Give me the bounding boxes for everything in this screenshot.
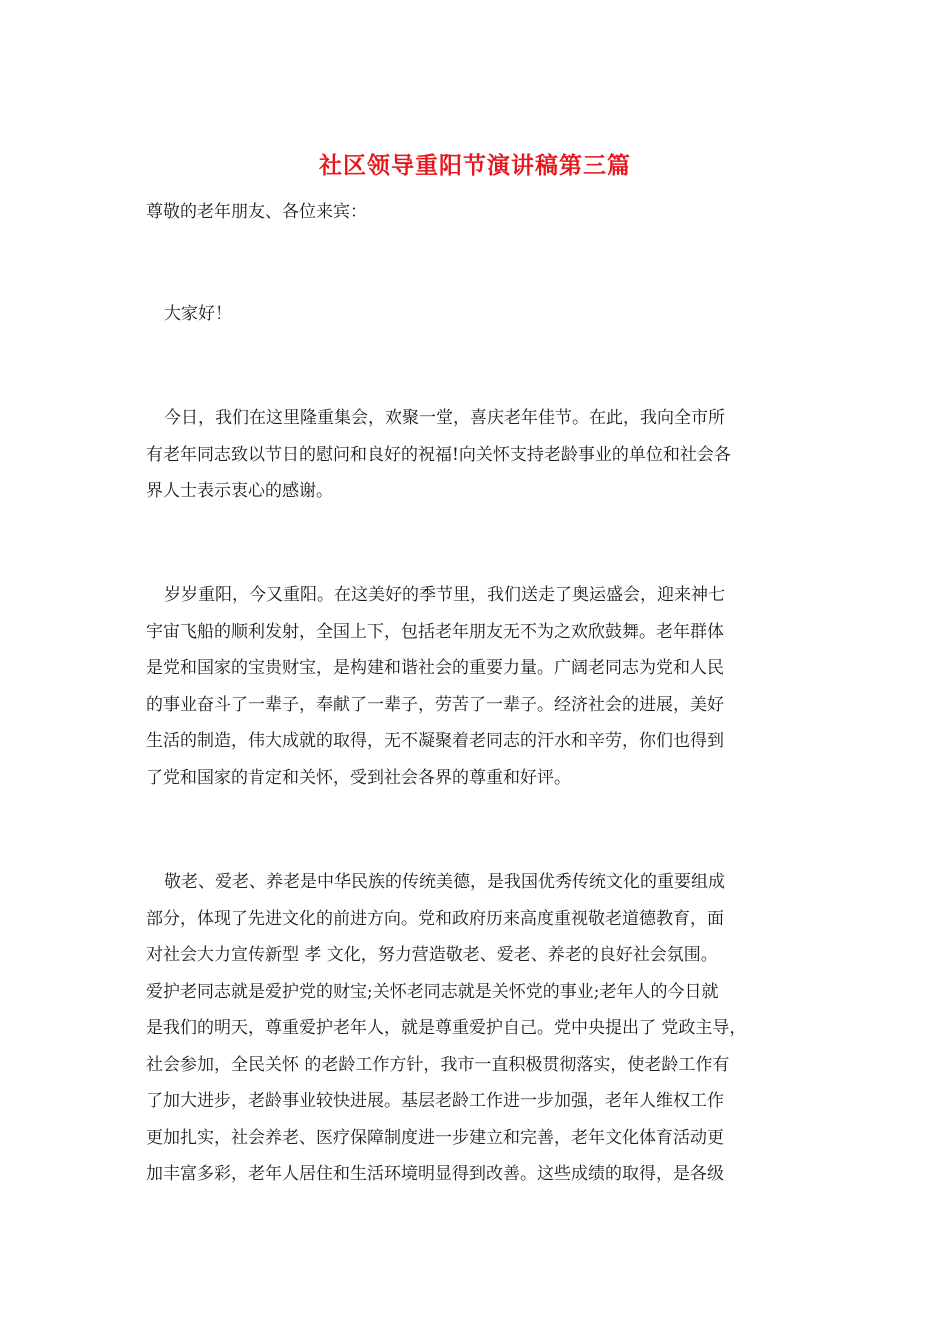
document-title: 社区领导重阳节演讲稿第三篇	[319, 152, 631, 179]
paragraph-line: 岁岁重阳，今又重阳。在这美好的季节里，我们送走了奥运盛会，迎来神七	[164, 585, 725, 605]
paragraph-3	[146, 864, 816, 1193]
salutation	[146, 194, 816, 231]
paragraph-line: 有老年同志致以节日的慰问和良好的祝福!向关怀支持老龄事业的单位和社会各	[146, 444, 731, 465]
paragraph-line: 今日，我们在这里隆重集会，欢聚一堂，喜庆老年佳节。在此，我向全市所	[164, 408, 725, 428]
paragraph-2	[146, 577, 816, 796]
paragraph-line: 了加大进步，老龄事业较快进展。基层老龄工作进一步加强，老年人维权工作	[146, 1091, 724, 1111]
paragraph-line: 宇宙飞船的顺利发射，全国上下，包括老年朋友无不为之欢欣鼓舞。老年群体	[146, 621, 724, 642]
paragraph-line: 敬老、爱老、养老是中华民族的传统美德，是我国优秀传统文化的重要组成	[164, 872, 725, 892]
paragraph-line: 部分，体现了先进文化的前进方向。党和政府历来高度重视敬老道德教育，面	[146, 908, 724, 929]
paragraph-line: 对社会大力宣传新型 孝 文化，努力营造敬老、爱老、养老的良好社会氛围。	[146, 945, 718, 965]
greeting	[146, 296, 834, 333]
paragraph-line: 界人士表示衷心的感谢。	[146, 481, 333, 501]
paragraph-line: 是党和国家的宝贵财宝，是构建和谐社会的重要力量。广阔老同志为党和人民	[146, 658, 724, 678]
greeting-line: 大家好！	[164, 304, 232, 324]
paragraph-line: 的事业奋斗了一辈子，奉献了一辈子，劳苦了一辈子。经济社会的进展，美好	[146, 694, 724, 715]
paragraph-line: 是我们的明天，尊重爱护老年人，就是尊重爱护自己。党中央提出了 党政主导，	[146, 1018, 747, 1038]
paragraph-line: 爱护老同志就是爱护党的财宝;关怀老同志就是关怀党的事业;老年人的今日就	[146, 981, 719, 1002]
paragraph-1	[146, 400, 816, 510]
paragraph-line: 更加扎实，社会养老、医疗保障制度进一步建立和完善，老年文化体育活动更	[146, 1127, 724, 1148]
paragraph-line: 了党和国家的肯定和关怀，受到社会各界的尊重和好评。	[146, 767, 571, 788]
paragraph-line: 生活的制造，伟大成就的取得，无不凝聚着老同志的汗水和辛劳，你们也得到	[146, 731, 724, 751]
salutation-line: 尊敬的老年朋友、各位来宾：	[146, 202, 367, 222]
paragraph-line: 加丰富多彩，老年人居住和生活环境明显得到改善。这些成绩的取得，是各级	[146, 1164, 724, 1184]
paragraph-line: 社会参加，全民关怀 的老龄工作方针，我市一直积极贯彻落实，使老龄工作有	[146, 1054, 730, 1075]
